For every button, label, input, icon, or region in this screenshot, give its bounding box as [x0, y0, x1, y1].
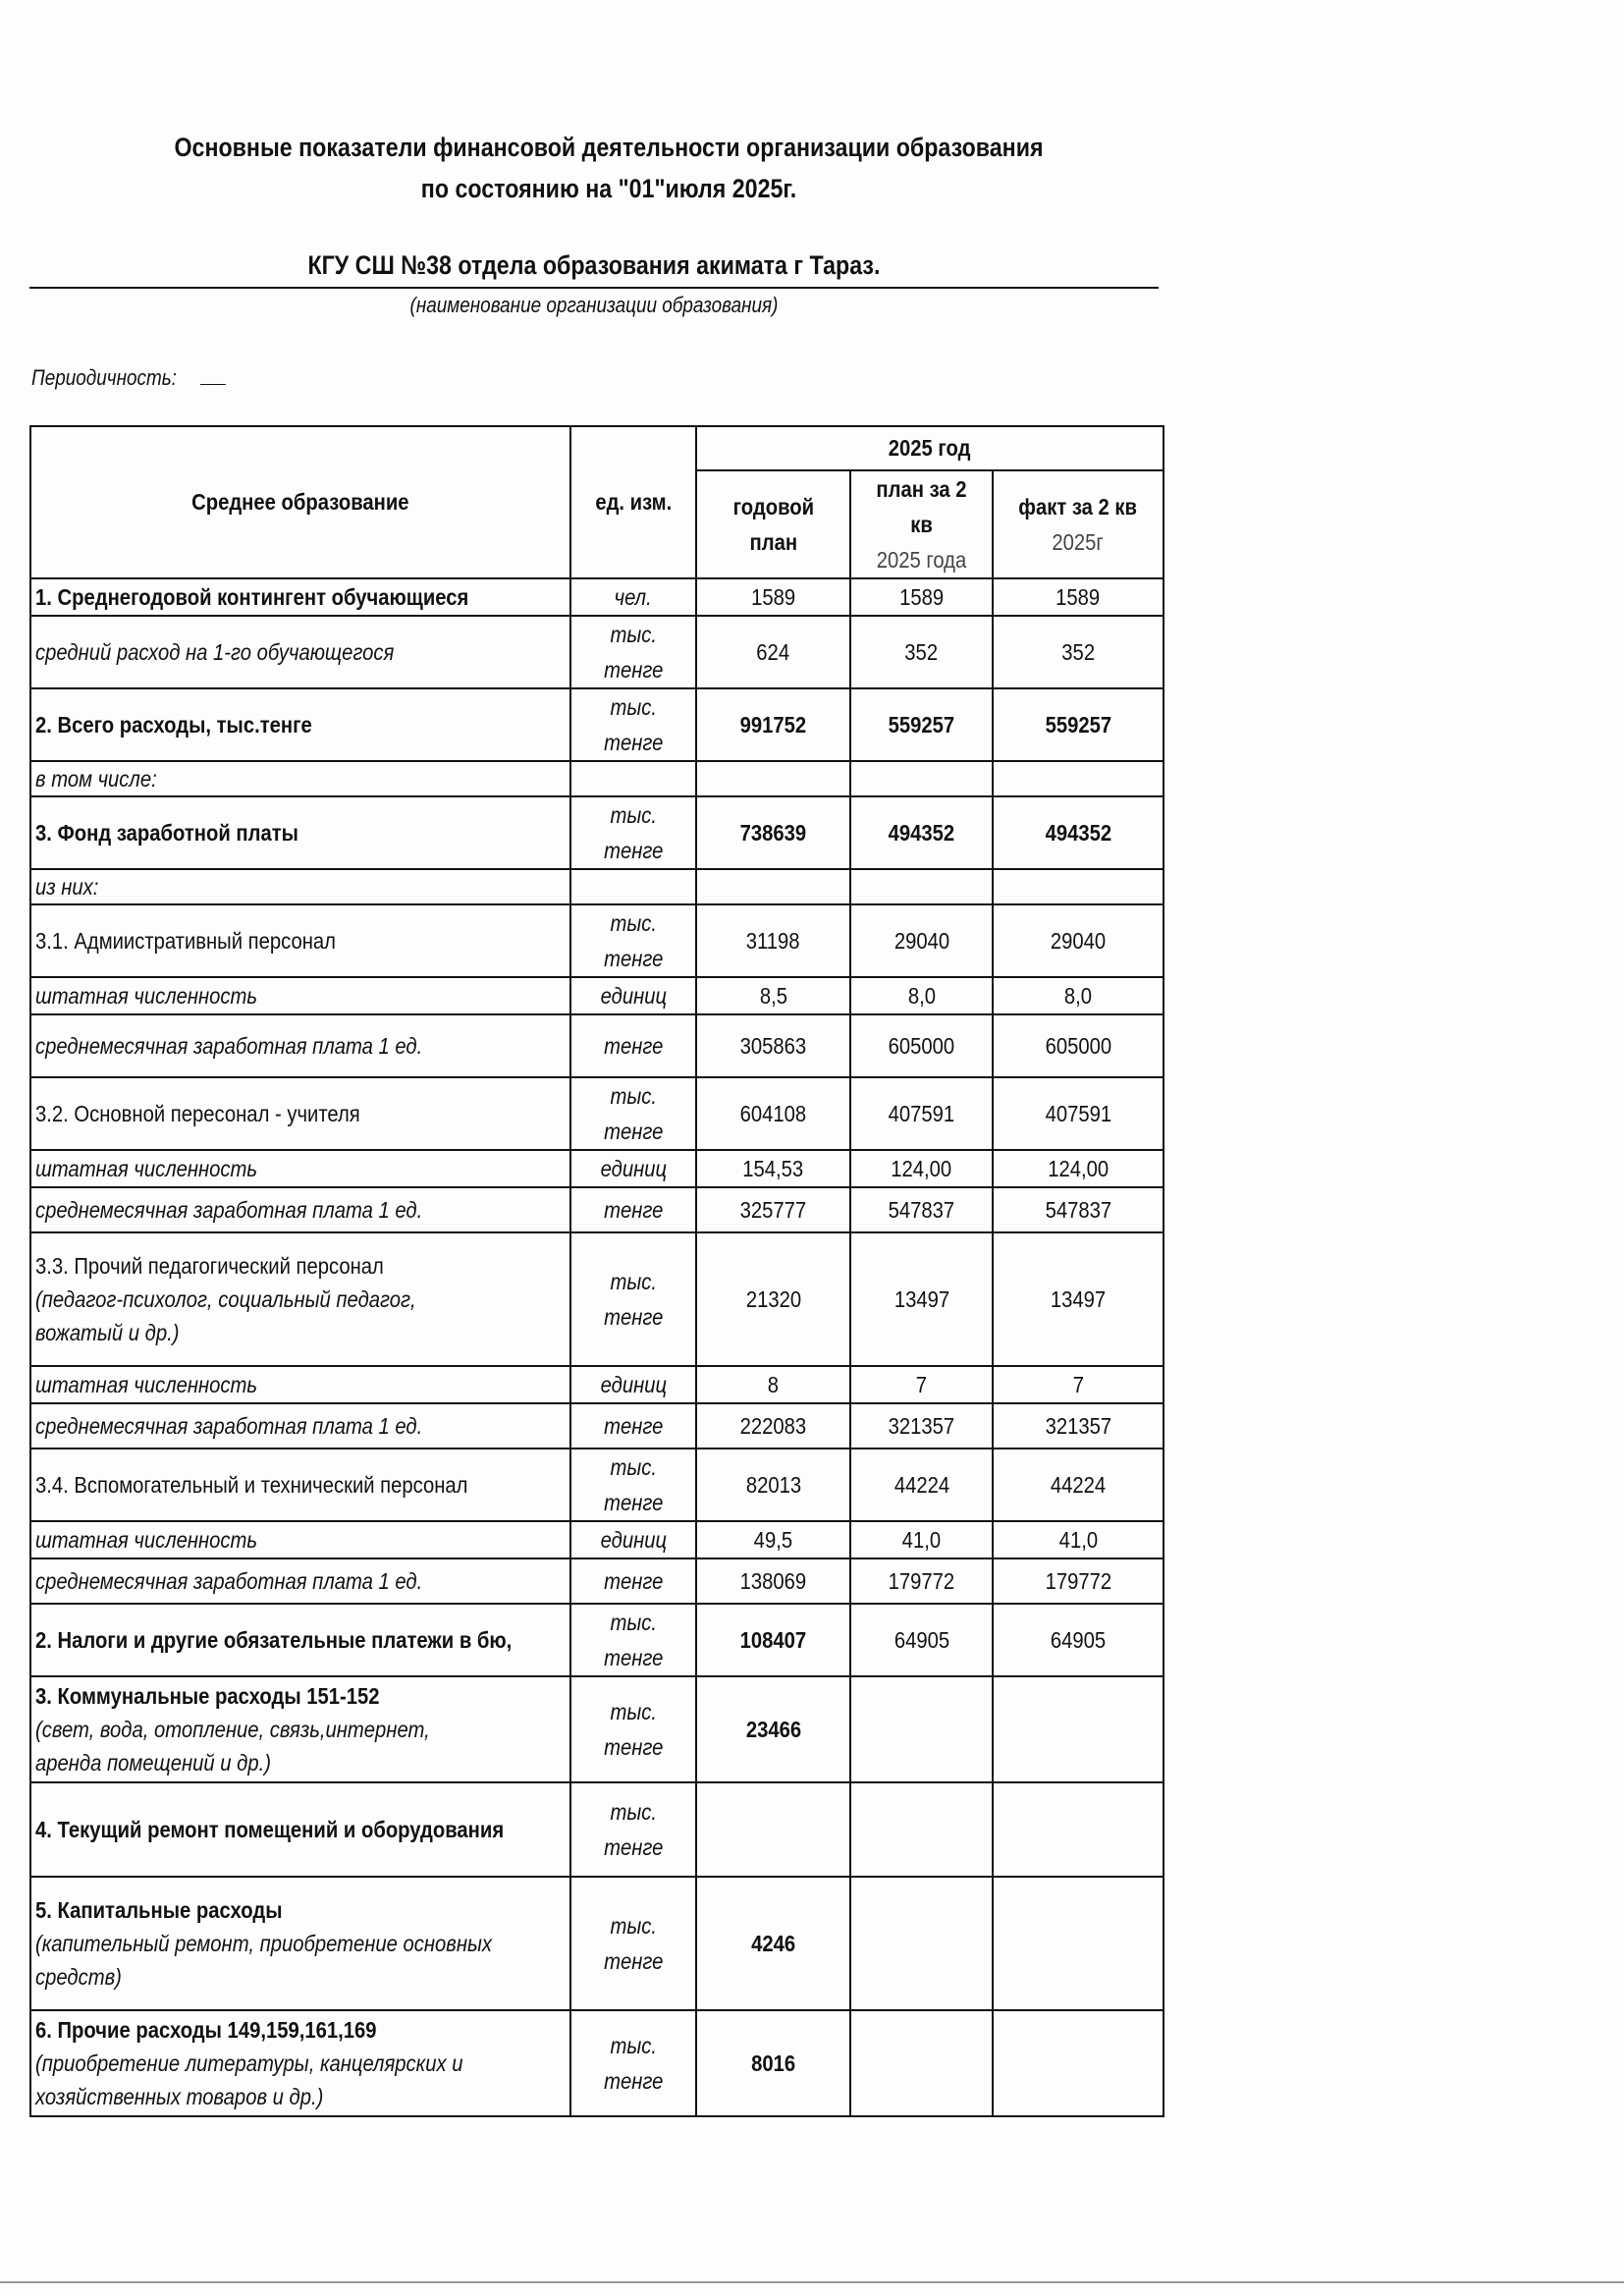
row-unit-cell: [570, 1521, 696, 1558]
row-value-q2-fact: [993, 761, 1164, 796]
value-q2-plan: 29040: [893, 927, 949, 954]
value-annual-plan: 31198: [746, 927, 800, 954]
row-value-annual-plan: [696, 1558, 850, 1604]
table-row: [30, 1877, 1164, 2010]
row-value-q2-plan: [850, 1558, 993, 1604]
row-unit-cell: [570, 796, 696, 869]
row-name: из них:: [35, 874, 99, 900]
table-row: [30, 1676, 1164, 1782]
row-value-q2-fact: [993, 1187, 1164, 1232]
row-name: среднемесячная заработная плата 1 ед.: [35, 1568, 423, 1594]
row-value-q2-plan: [850, 761, 993, 796]
row-unit-line1: тыс.: [610, 1083, 657, 1109]
row-name-cell: [30, 1187, 570, 1232]
row-unit-cell: [570, 1366, 696, 1403]
periodicity-block: [31, 365, 230, 391]
value-q2-fact: 8,0: [1063, 982, 1093, 1009]
row-value-q2-fact: [993, 1403, 1164, 1449]
row-value-q2-plan: [850, 1014, 993, 1077]
row-unit-cell: [570, 869, 696, 904]
row-unit-line2: тенге: [603, 1834, 664, 1860]
row-value-q2-plan: [850, 1187, 993, 1232]
row-name-note: вожатый и др.): [35, 1320, 180, 1345]
table-row: [30, 1366, 1164, 1403]
row-value-annual-plan: [696, 1521, 850, 1558]
row-unit-line1: тыс.: [610, 1699, 657, 1724]
row-name: средний расход на 1-го обучающегося: [35, 639, 395, 665]
row-value-q2-plan: [850, 796, 993, 869]
row-unit-line1: тыс.: [610, 1913, 657, 1939]
row-value-q2-plan: [850, 1366, 993, 1403]
row-value-annual-plan: [696, 1877, 850, 2010]
row-value-q2-fact: [993, 1521, 1164, 1558]
row-unit-cell: [570, 904, 696, 977]
row-name: 3.1. Адмиистративный персонал: [35, 928, 336, 954]
row-name-cell: [30, 1077, 570, 1150]
value-q2-plan: 7: [915, 1371, 928, 1397]
table-body: [30, 578, 1164, 2116]
row-value-annual-plan: [696, 2010, 850, 2116]
row-value-q2-plan: [850, 1877, 993, 2010]
financial-indicators-table: [29, 425, 1164, 2117]
row-name-cell: [30, 1366, 570, 1403]
row-unit-line2: тенге: [603, 657, 664, 683]
row-value-q2-plan: [850, 1232, 993, 1366]
row-unit-line2: тенге: [603, 1119, 664, 1144]
table-header-row-1: [30, 426, 1164, 470]
row-name-note: (педагог-психолог, социальный педагог,: [35, 1286, 416, 1312]
value-q2-plan: 407591: [888, 1100, 955, 1126]
row-unit-cell: [570, 1187, 696, 1232]
row-name: среднемесячная заработная плата 1 ед.: [35, 1197, 423, 1223]
row-name-note: (капительный ремонт, приобретение основных: [35, 1931, 493, 1956]
row-value-q2-fact: [993, 796, 1164, 869]
row-unit-line1: тыс.: [610, 2033, 657, 2058]
value-annual-plan: 991752: [739, 711, 807, 738]
row-unit-line2: тенге: [603, 1304, 664, 1330]
row-value-q2-fact: [993, 1676, 1164, 1782]
row-unit-cell: [570, 1403, 696, 1449]
table-row: [30, 977, 1164, 1014]
periodicity-label: Периодичность:: [31, 365, 177, 390]
organization-name-block: [29, 250, 1159, 281]
value-q2-plan: 559257: [888, 711, 955, 738]
row-value-annual-plan: [696, 904, 850, 977]
header-q2-plan: план за 2 кв 2025 года: [850, 470, 993, 578]
value-annual-plan: 8016: [750, 2050, 796, 2076]
table-row: [30, 616, 1164, 688]
row-value-annual-plan: [696, 1014, 850, 1077]
row-name: 3.3. Прочий педагогический персонал: [35, 1253, 384, 1279]
row-unit-line2: тенге: [603, 1734, 664, 1760]
row-name: среднемесячная заработная плата 1 ед.: [35, 1033, 423, 1059]
organization-caption: (наименование организации образования): [409, 293, 779, 317]
row-value-annual-plan: [696, 1150, 850, 1187]
document-title-line-2: по состоянию на "01"июля 2025г.: [420, 174, 797, 203]
header-unit: ед. изм.: [570, 426, 696, 578]
header-q2-fact: факт за 2 кв 2025г: [993, 470, 1164, 578]
value-q2-fact: 559257: [1045, 711, 1111, 738]
value-q2-plan: 352: [904, 638, 939, 665]
row-unit-line1: тыс.: [610, 1610, 657, 1635]
value-q2-fact: 44224: [1050, 1471, 1107, 1498]
row-unit: единиц: [600, 1527, 667, 1553]
row-value-q2-plan: [850, 904, 993, 977]
row-value-annual-plan: [696, 616, 850, 688]
row-value-q2-fact: [993, 1558, 1164, 1604]
row-value-q2-fact: [993, 616, 1164, 688]
row-name: 3.4. Вспомогательный и технический персонал: [35, 1472, 468, 1498]
row-unit-cell: [570, 1232, 696, 1366]
header-annual-plan: годовой план: [696, 470, 850, 578]
value-q2-plan: 494352: [888, 819, 955, 846]
row-unit-line2: тенге: [603, 838, 664, 863]
table-row: [30, 688, 1164, 761]
row-unit-cell: [570, 578, 696, 616]
row-unit-cell: [570, 1077, 696, 1150]
row-name: штатная численность: [35, 1372, 258, 1397]
row-name-note: средств): [35, 1964, 122, 1990]
value-annual-plan: 8,5: [759, 982, 787, 1009]
value-annual-plan: 8: [767, 1371, 780, 1397]
row-name: 5. Капитальные расходы: [35, 1897, 283, 1923]
row-name: 1. Среднегодовой контингент обучающиеся: [35, 584, 469, 610]
value-annual-plan: 4246: [750, 1930, 796, 1956]
row-unit-cell: [570, 1877, 696, 2010]
row-unit-line1: тыс.: [610, 1454, 657, 1480]
row-value-annual-plan: [696, 977, 850, 1014]
row-value-q2-plan: [850, 869, 993, 904]
row-name-cell: [30, 1558, 570, 1604]
table-row: [30, 796, 1164, 869]
row-name: 3.2. Основной пересонал - учителя: [35, 1101, 360, 1126]
row-value-q2-fact: [993, 1366, 1164, 1403]
value-q2-fact: 124,00: [1048, 1155, 1109, 1181]
row-name-cell: [30, 1232, 570, 1366]
row-value-q2-plan: [850, 1521, 993, 1558]
row-name-cell: [30, 1676, 570, 1782]
row-unit-cell: [570, 1150, 696, 1187]
row-value-annual-plan: [696, 1403, 850, 1449]
row-name-note: (приобретение литературы, канцелярских и: [35, 2050, 463, 2076]
value-q2-plan: 13497: [893, 1285, 949, 1312]
value-q2-plan: 605000: [888, 1032, 955, 1059]
value-q2-fact: 352: [1061, 638, 1095, 665]
row-unit-line1: тыс.: [610, 802, 657, 828]
row-value-annual-plan: [696, 869, 850, 904]
table-row: [30, 869, 1164, 904]
value-annual-plan: 21320: [745, 1285, 801, 1312]
row-unit-cell: [570, 1676, 696, 1782]
row-name-note: хозяйственных товаров и др.): [35, 2084, 324, 2109]
row-name-cell: [30, 1877, 570, 2010]
row-name-cell: [30, 977, 570, 1014]
row-value-annual-plan: [696, 1604, 850, 1676]
row-value-annual-plan: [696, 1187, 850, 1232]
table-row: [30, 1077, 1164, 1150]
table-row: [30, 1232, 1164, 1366]
row-value-q2-fact: [993, 869, 1164, 904]
row-name-cell: [30, 1521, 570, 1558]
row-name: 3. Коммунальные расходы 151-152: [35, 1683, 380, 1709]
row-unit-cell: [570, 616, 696, 688]
row-unit-cell: [570, 977, 696, 1014]
value-q2-fact: 7: [1072, 1371, 1084, 1397]
row-value-q2-fact: [993, 1449, 1164, 1521]
value-annual-plan: 624: [756, 638, 790, 665]
row-unit-line2: тенге: [603, 1645, 664, 1670]
row-value-annual-plan: [696, 1077, 850, 1150]
row-name-cell: [30, 1782, 570, 1877]
value-q2-plan: 124,00: [891, 1155, 952, 1181]
value-q2-plan: 547837: [888, 1196, 955, 1223]
value-q2-fact: 605000: [1045, 1032, 1111, 1059]
row-unit-cell: [570, 761, 696, 796]
table-row: [30, 1521, 1164, 1558]
value-q2-plan: 64905: [893, 1626, 949, 1653]
row-name: штатная численность: [35, 1156, 258, 1181]
row-value-q2-plan: [850, 1676, 993, 1782]
row-unit-line1: тыс.: [610, 1269, 657, 1294]
row-name-cell: [30, 1014, 570, 1077]
row-unit-cell: [570, 1558, 696, 1604]
table-row: [30, 2010, 1164, 2116]
row-value-annual-plan: [696, 761, 850, 796]
row-name: 4. Текущий ремонт помещений и оборудования: [35, 1817, 505, 1842]
row-value-annual-plan: [696, 1232, 850, 1366]
row-name-cell: [30, 904, 570, 977]
value-q2-plan: 321357: [888, 1412, 955, 1439]
value-q2-fact: 321357: [1045, 1412, 1111, 1439]
row-value-q2-fact: [993, 1014, 1164, 1077]
row-unit-cell: [570, 1782, 696, 1877]
value-q2-fact: 29040: [1050, 927, 1107, 954]
row-value-q2-plan: [850, 1403, 993, 1449]
row-name: 2. Всего расходы, тыс.тенге: [35, 712, 312, 738]
row-name-cell: [30, 1449, 570, 1521]
table-row: [30, 904, 1164, 977]
table-row: [30, 1403, 1164, 1449]
value-q2-plan: 1589: [898, 583, 945, 610]
row-name: 3. Фонд заработной платы: [35, 820, 298, 846]
row-name: штатная численность: [35, 983, 258, 1009]
row-value-q2-fact: [993, 1232, 1164, 1366]
row-value-q2-plan: [850, 977, 993, 1014]
table-row: [30, 1014, 1164, 1077]
row-unit: чел.: [614, 584, 653, 610]
row-value-annual-plan: [696, 1676, 850, 1782]
value-q2-fact: 407591: [1045, 1100, 1111, 1126]
row-value-q2-fact: [993, 1604, 1164, 1676]
table-row: [30, 1150, 1164, 1187]
row-unit: тенге: [603, 1568, 664, 1594]
row-value-annual-plan: [696, 796, 850, 869]
organization-underline: [29, 287, 1159, 289]
row-name: 6. Прочие расходы 149,159,161,169: [35, 2017, 377, 2043]
row-value-q2-plan: [850, 616, 993, 688]
row-value-q2-plan: [850, 1449, 993, 1521]
row-name-cell: [30, 761, 570, 796]
row-name: штатная численность: [35, 1527, 258, 1553]
row-value-q2-plan: [850, 1150, 993, 1187]
row-unit-line1: тыс.: [610, 910, 657, 936]
row-name-note: (свет, вода, отопление, связь,интернет,: [35, 1717, 430, 1742]
value-q2-fact: 494352: [1045, 819, 1111, 846]
row-value-q2-fact: [993, 1877, 1164, 2010]
row-value-q2-fact: [993, 1077, 1164, 1150]
table-row: [30, 1604, 1164, 1676]
row-unit: тенге: [603, 1413, 664, 1439]
row-value-q2-fact: [993, 904, 1164, 977]
row-name-note: аренда помещений и др.): [35, 1750, 271, 1776]
row-value-annual-plan: [696, 1366, 850, 1403]
header-name: Среднее образование: [30, 426, 570, 578]
value-q2-fact: 64905: [1050, 1626, 1107, 1653]
value-annual-plan: 222083: [739, 1412, 807, 1439]
row-value-annual-plan: [696, 578, 850, 616]
row-unit: тенге: [603, 1033, 664, 1059]
value-annual-plan: 49,5: [753, 1526, 793, 1553]
table-row: [30, 1558, 1164, 1604]
value-q2-fact: 13497: [1050, 1285, 1107, 1312]
row-unit-line1: тыс.: [610, 694, 657, 720]
value-annual-plan: 1589: [750, 583, 796, 610]
row-unit-line1: тыс.: [610, 1799, 657, 1825]
row-unit-cell: [570, 1604, 696, 1676]
row-value-q2-plan: [850, 1077, 993, 1150]
row-name-cell: [30, 2010, 570, 2116]
value-annual-plan: 738639: [739, 819, 807, 846]
row-value-q2-plan: [850, 578, 993, 616]
table-row: [30, 1782, 1164, 1877]
value-q2-fact: 547837: [1045, 1196, 1111, 1223]
row-unit-line2: тенге: [603, 2068, 664, 2094]
table-row: [30, 761, 1164, 796]
row-value-q2-fact: [993, 578, 1164, 616]
row-unit-line2: тенге: [603, 1948, 664, 1974]
row-unit-line2: тенге: [603, 730, 664, 755]
document-title-line-1: Основные показатели финансовой деятельности организации образования: [174, 133, 1044, 162]
value-q2-plan: 41,0: [901, 1526, 942, 1553]
row-value-q2-plan: [850, 1604, 993, 1676]
row-name-cell: [30, 688, 570, 761]
value-q2-fact: 1589: [1056, 583, 1101, 610]
value-annual-plan: 23466: [745, 1716, 801, 1742]
row-value-q2-plan: [850, 688, 993, 761]
value-q2-plan: 8,0: [907, 982, 936, 1009]
row-unit: единиц: [600, 1156, 667, 1181]
row-value-annual-plan: [696, 1782, 850, 1877]
row-unit-cell: [570, 2010, 696, 2116]
value-q2-plan: 179772: [888, 1567, 955, 1594]
table-row: [30, 1187, 1164, 1232]
row-unit-line1: тыс.: [610, 622, 657, 647]
value-annual-plan: 154,53: [742, 1155, 804, 1181]
row-value-annual-plan: [696, 688, 850, 761]
value-q2-fact: 41,0: [1058, 1526, 1098, 1553]
row-unit: единиц: [600, 1372, 667, 1397]
row-unit-cell: [570, 1449, 696, 1521]
row-unit-cell: [570, 688, 696, 761]
row-name: в том числе:: [35, 766, 157, 792]
page-bottom-edge: [0, 2281, 1624, 2283]
row-name-cell: [30, 1604, 570, 1676]
value-annual-plan: 305863: [739, 1032, 807, 1059]
value-annual-plan: 325777: [739, 1196, 807, 1223]
organization-caption-block: [29, 293, 1159, 318]
value-annual-plan: 82013: [745, 1471, 801, 1498]
periodicity-blank: [200, 384, 226, 385]
value-annual-plan: 604108: [739, 1100, 807, 1126]
row-value-q2-plan: [850, 2010, 993, 2116]
row-name-cell: [30, 1403, 570, 1449]
row-name-cell: [30, 796, 570, 869]
table-row: [30, 578, 1164, 616]
row-value-q2-plan: [850, 1782, 993, 1877]
header-year-group: 2025 год: [696, 426, 1164, 470]
value-q2-fact: 179772: [1045, 1567, 1111, 1594]
row-unit-cell: [570, 1014, 696, 1077]
row-value-q2-fact: [993, 1782, 1164, 1877]
row-value-q2-fact: [993, 1150, 1164, 1187]
row-unit: единиц: [600, 983, 667, 1009]
value-annual-plan: 138069: [739, 1567, 807, 1594]
row-name-cell: [30, 869, 570, 904]
row-unit-line2: тенге: [603, 946, 664, 971]
organization-name: КГУ СШ №38 отдела образования акимата г Тараз.: [307, 250, 881, 280]
row-value-q2-fact: [993, 2010, 1164, 2116]
row-name-cell: [30, 1150, 570, 1187]
row-value-q2-fact: [993, 977, 1164, 1014]
row-name: среднемесячная заработная плата 1 ед.: [35, 1413, 423, 1439]
row-value-q2-fact: [993, 688, 1164, 761]
value-q2-plan: 44224: [893, 1471, 949, 1498]
value-annual-plan: 108407: [739, 1626, 807, 1653]
row-name-cell: [30, 578, 570, 616]
row-unit: тенге: [603, 1197, 664, 1223]
row-unit-line2: тенге: [603, 1490, 664, 1515]
row-name: 2. Налоги и другие обязательные платежи в бю,: [35, 1627, 513, 1653]
row-value-annual-plan: [696, 1449, 850, 1521]
row-name-cell: [30, 616, 570, 688]
table-row: [30, 1449, 1164, 1521]
